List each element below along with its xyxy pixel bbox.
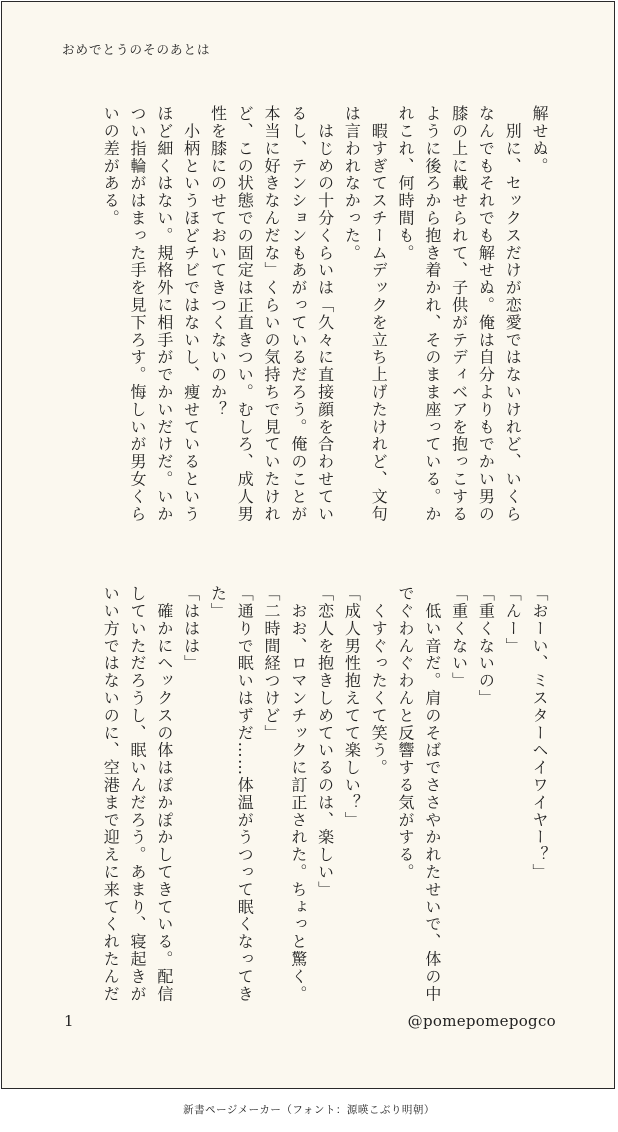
text-line: いの差がある。 xyxy=(101,105,121,227)
text-line: おお、ロマンチックに訂正された。ちょっと驚く。 xyxy=(288,585,308,1003)
text-line: なんでもそれでも解せぬ。俺は自分よりもでかい男の xyxy=(476,105,496,523)
text-line: つい指輪がはまった手を見下ろす。悔しいが男女くら xyxy=(128,105,148,523)
text-line: ほど細くはない。規格外に相手がでかいだけだ。いか xyxy=(154,105,174,523)
text-line: 確かにヘックスの体はぽかぽかしてきている。配信 xyxy=(154,585,174,1003)
page-number: 1 xyxy=(64,1012,74,1030)
text-line: ように後ろから抱き着かれ、そのまま座っている。か xyxy=(422,105,442,523)
text-line: 本当に好きなんだな」くらいの気持ちで見ていたけれ xyxy=(262,105,282,523)
lower-text-block xyxy=(96,585,552,1025)
text-line: 「恋人を抱きしめているのは、楽しい」 xyxy=(315,585,335,899)
text-line: 暇すぎてスチームデックを立ち上げたけれど、文句 xyxy=(369,105,389,523)
upper-text-block xyxy=(96,105,552,545)
text-line: れこれ、何時間も。 xyxy=(396,105,416,262)
text-line: くすぐったくて笑う。 xyxy=(369,585,389,777)
text-line: 小柄というほどチビではないし、痩せているという xyxy=(181,105,201,523)
running-header: おめでとうのそのあとは xyxy=(62,42,211,57)
text-line: 解せぬ。 xyxy=(530,105,549,175)
text-line: 別に、セックスだけが恋愛ではないけれど、いくら xyxy=(503,105,523,523)
text-line: 「ははは」 xyxy=(181,585,201,672)
text-line: 「おーい、ミスターヘイワイヤー？」 xyxy=(530,585,549,881)
text-line: 「んー」 xyxy=(503,585,523,655)
text-line: 性を膝にのせておいてきつくないのか？ xyxy=(208,105,228,419)
text-line: していただろうし、眠いんだろう。あまり、寝起きが xyxy=(128,585,148,1003)
text-line: 「通りで眠いはずだ……体温がうつって眠くなってき xyxy=(235,585,255,1003)
text-line: 「二時間経つけど」 xyxy=(262,585,282,742)
text-line: 「重くない」 xyxy=(449,585,469,690)
text-line: いい方ではないのに、空港まで迎えに来てくれたんだ xyxy=(101,585,121,1003)
text-line: はじめの十分くらいは「久々に直接顔を合わせてい xyxy=(315,105,335,523)
text-line: るし、テンションもあがっているだろう。俺のことが xyxy=(288,105,308,523)
text-line: は言われなかった。 xyxy=(342,105,362,262)
book-page xyxy=(1,1,615,1089)
text-line: ど、この状態での固定は正直きつい。むしろ、成人男 xyxy=(235,105,255,523)
text-line: 低い音だ。肩のそばでささやかれたせいで、体の中 xyxy=(422,585,442,1003)
generator-credit: 新書ページメーカー（フォント：源暎こぶり明朝） xyxy=(183,1104,435,1116)
text-line: でぐわんぐわんと反響する気がする。 xyxy=(396,585,416,881)
text-line: 「重くないの」 xyxy=(476,585,496,707)
author-handle: @pomepomepogco xyxy=(407,1012,556,1030)
text-line: 「成人男性抱えてて楽しい？」 xyxy=(342,585,362,829)
text-line: た」 xyxy=(208,585,228,620)
text-line: 膝の上に載せられて、子供がテディベアを抱っこする xyxy=(449,105,469,523)
